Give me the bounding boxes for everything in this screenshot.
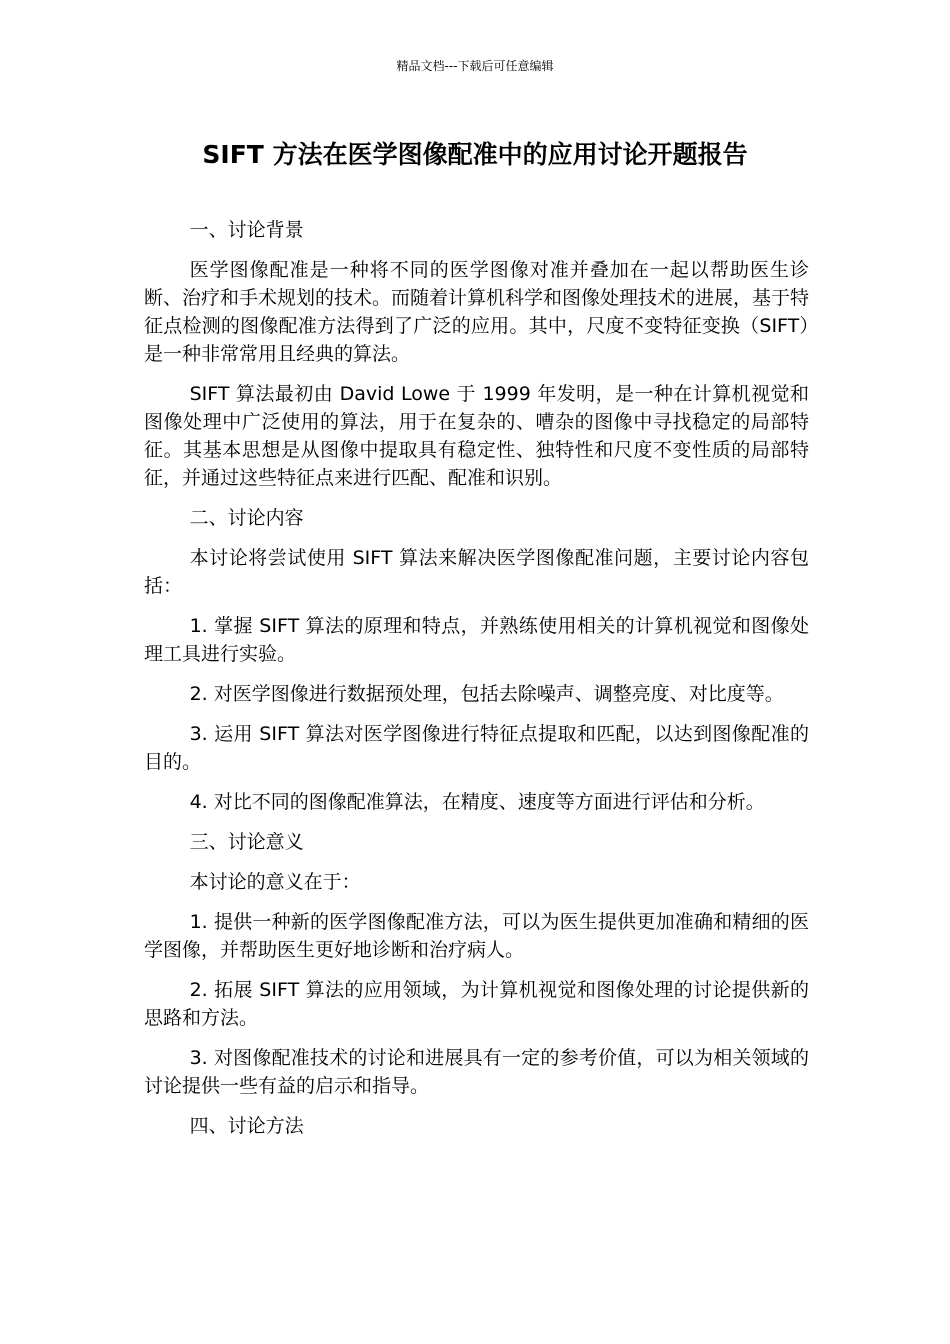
document-title: SIFT 方法在医学图像配准中的应用讨论开题报告 — [202, 140, 748, 169]
list-item: 2. 拓展 SIFT 算法的应用领域，为计算机视觉和图像处理的讨论提供新的思路和方法。 — [144, 979, 809, 1029]
document-body — [144, 216, 809, 1152]
section-heading-content: 二、讨论内容 — [189, 507, 304, 529]
list-item: 3. 运用 SIFT 算法对医学图像进行特征点提取和匹配，以达到图像配准的目的。 — [144, 723, 809, 773]
list-item: 2. 对医学图像进行数据预处理，包括去除噪声、调整亮度、对比度等。 — [189, 683, 784, 705]
paragraph: SIFT 算法最初由 David Lowe 于 1999 年发明，是一种在计算机视觉和图像处理中广泛使用的算法，用于在复杂的、嘈杂的图像中寻找稳定的局部特征。其基本思想是从图像中提取具有稳定性、独特性和尺度不变性质的局部特征，并通过这些特征点来进行匹配、配准和识别。 — [144, 383, 809, 489]
list-item: 1. 掌握 SIFT 算法的原理和特点，并熟练使用相关的计算机视觉和图像处理工具进行实验。 — [144, 615, 809, 665]
paragraph: 本讨论的意义在于： — [189, 871, 361, 893]
section-heading-significance: 三、讨论意义 — [189, 831, 304, 853]
list-item: 4. 对比不同的图像配准算法，在精度、速度等方面进行评估和分析。 — [189, 791, 765, 813]
page-header-watermark: 精品文档---下载后可任意编辑 — [396, 59, 554, 73]
paragraph: 医学图像配准是一种将不同的医学图像对准并叠加在一起以帮助医生诊断、治疗和手术规划的技术。而随着计算机科学和图像处理技术的进展，基于特征点检测的图像配准方法得到了广泛的应用。其中，尺度不变特征变换（SIFT）是一种非常常用且经典的算法。 — [144, 259, 810, 365]
list-item: 3. 对图像配准技术的讨论和进展具有一定的参考价值，可以为相关领域的讨论提供一些有益的启示和指导。 — [144, 1047, 809, 1097]
section-heading-methods: 四、讨论方法 — [189, 1115, 304, 1137]
list-item: 1. 提供一种新的医学图像配准方法，可以为医生提供更加准确和精细的医学图像，并帮助医生更好地诊断和治疗病人。 — [144, 911, 809, 961]
paragraph: 本讨论将尝试使用 SIFT 算法来解决医学图像配准问题，主要讨论内容包括： — [144, 547, 809, 597]
section-heading-background: 一、讨论背景 — [189, 219, 304, 241]
